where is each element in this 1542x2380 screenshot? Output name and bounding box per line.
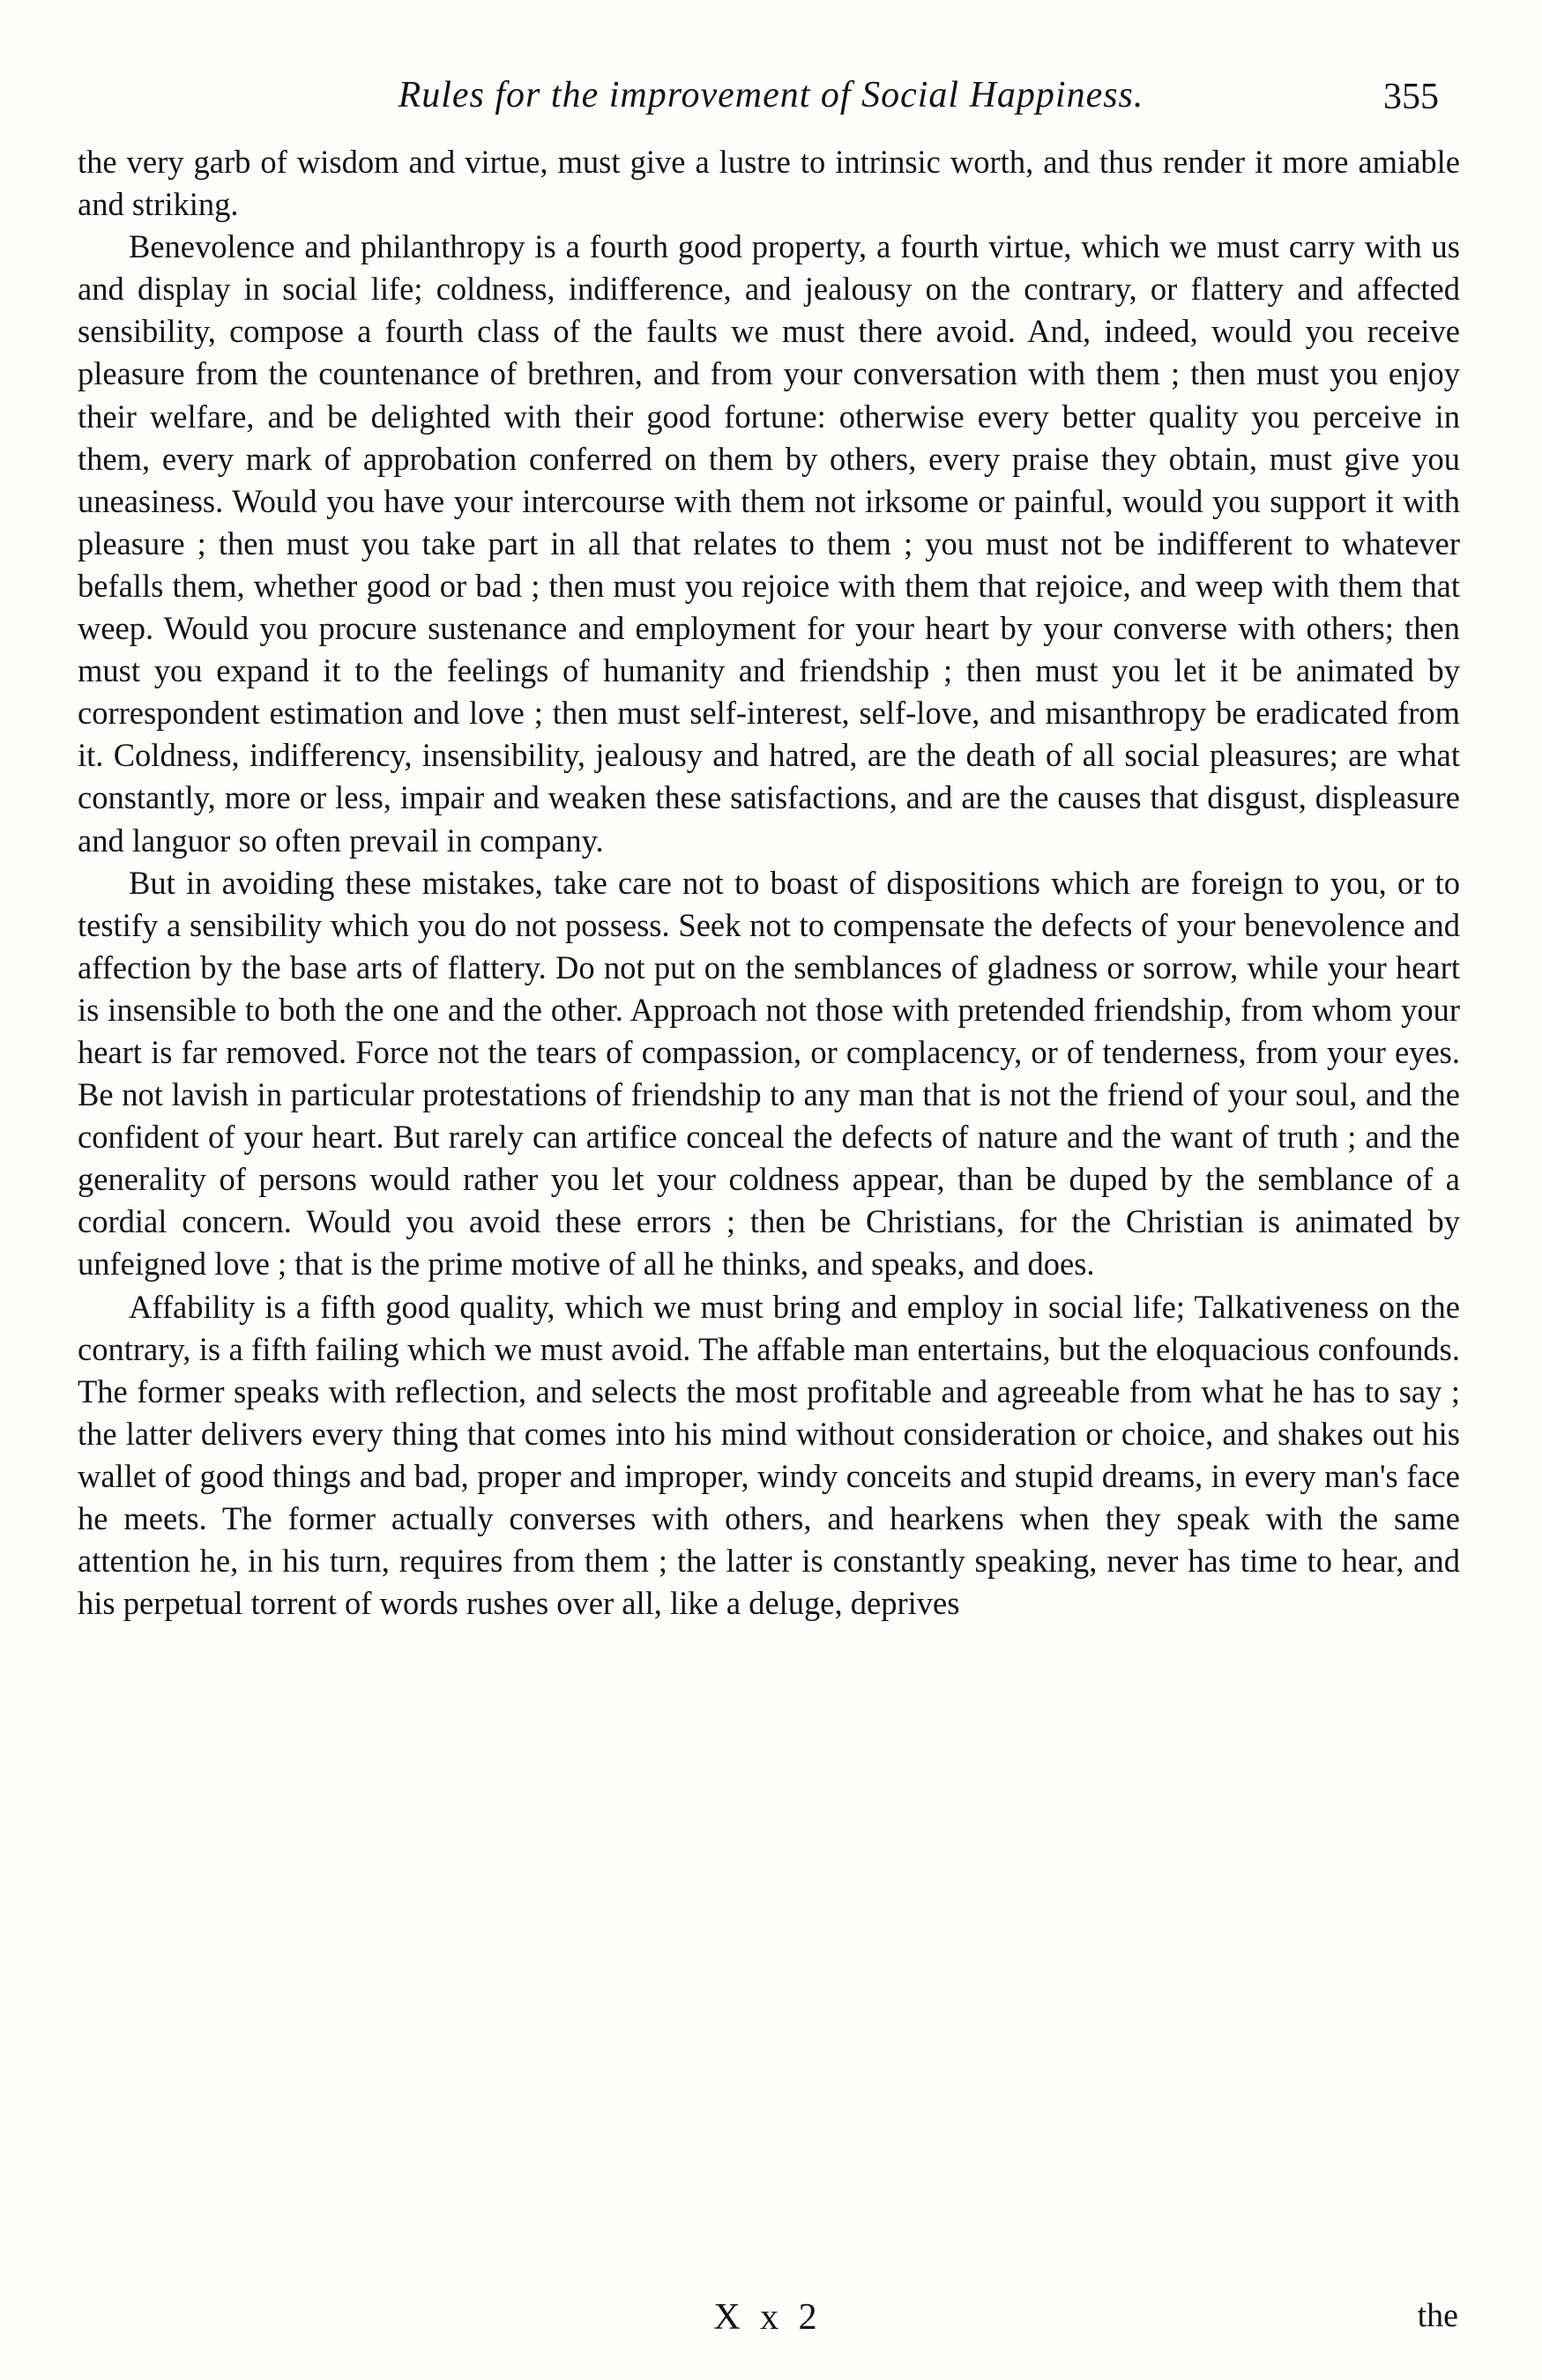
paragraph-benevolence: Benevolence and philanthropy is a fourth good property, a fourth virtue, which we must carry with us and display in social life; coldness, indifference, and jealousy on the contrary, or flattery and affected sensibility, compose a fourth class of the faults we must there avoid. And, indeed, would you receive pleasure from the countenance of brethren, and from your conversation with them ; then must you enjoy their welfare, and be delighted with their good fortune: otherwise every better quality you perceive in them, every mark of approbation conferred on them by others, every praise they obtain, must give you uneasiness. Would you have your intercourse with them not irksome or painful, would you support it with pleasure ; then must you take part in all that relates to them ; you must not be indifferent to whatever befalls them, whether good or bad ; then must you rejoice with them that rejoice, and weep with them that weep. Would you procure sustenance and employment for your heart by your converse with others; then must you expand it to the feelings of humanity and friendship ; then must you let it be animated by correspondent estimation and love ; then must self-interest, self-love, and misanthropy be eradicated from it. Coldness, indifferency, insensibility, jealousy and hatred, are the death of all social pleasures; are what constantly, more or less, impair and weaken these satisfactions, and are the causes that disgust, displeasure and languor so often prevail in company. <box>78 228 1460 859</box>
body-text <box>78 141 1460 1625</box>
page-footer <box>78 2296 1458 2349</box>
paragraph-continuation: the very garb of wisdom and virtue, must give a lustre to intrinsic worth, and thus render it more amiable and striking. <box>78 144 1460 223</box>
paragraph-avoiding-mistakes: But in avoiding these mistakes, take care not to boast of dispositions which are foreign to you, or to testify a sensibility which you do not possess. Seek not to compensate the defects of your benevolence and affection by the base arts of flattery. Do not put on the semblances of gladness or sorrow, while your heart is insensible to both the one and the other. Approach not those with pretended friendship, from whom your heart is far removed. Force not the tears of compassion, or complacency, or of tenderness, from your eyes. Be not lavish in particular protestations of friendship to any man that is not the friend of your soul, and the confident of your heart. But rarely can artifice conceal the defects of nature and the want of truth ; and the generality of persons would rather you let your coldness appear, than be duped by the semblance of a cordial concern. Would you avoid these errors ; then be Christians, for the Christian is animated by unfeigned love ; that is the prime motive of all he thinks, and speaks, and does. <box>78 864 1460 1283</box>
running-title: Rules for the improvement of Social Happiness. <box>398 75 1144 115</box>
paragraph-affability: Affability is a fifth good quality, which we must bring and employ in social life; Talkativeness on the contrary, is a fifth failing which we must avoid. The affable man entertains, but the eloquacious confounds. The former speaks with reflection, and selects the most profitable and agreeable from what he has to say ; the latter delivers every thing that comes into his mind without consideration or choice, and shakes out his wallet of good things and bad, proper and improper, windy conceits and stupid dreams, in every man's face he meets. The former actually converses with others, and hearkens when they speak with the same attention he, in his turn, requires from them ; the latter is constantly speaking, never has time to hear, and his perpetual torrent of words rushes over all, like a deluge, deprives <box>78 1288 1460 1622</box>
page-number: 355 <box>1383 77 1439 117</box>
catchword: the <box>1417 2297 1458 2334</box>
running-head <box>84 63 1458 125</box>
signature-mark: X x 2 <box>713 2297 823 2338</box>
